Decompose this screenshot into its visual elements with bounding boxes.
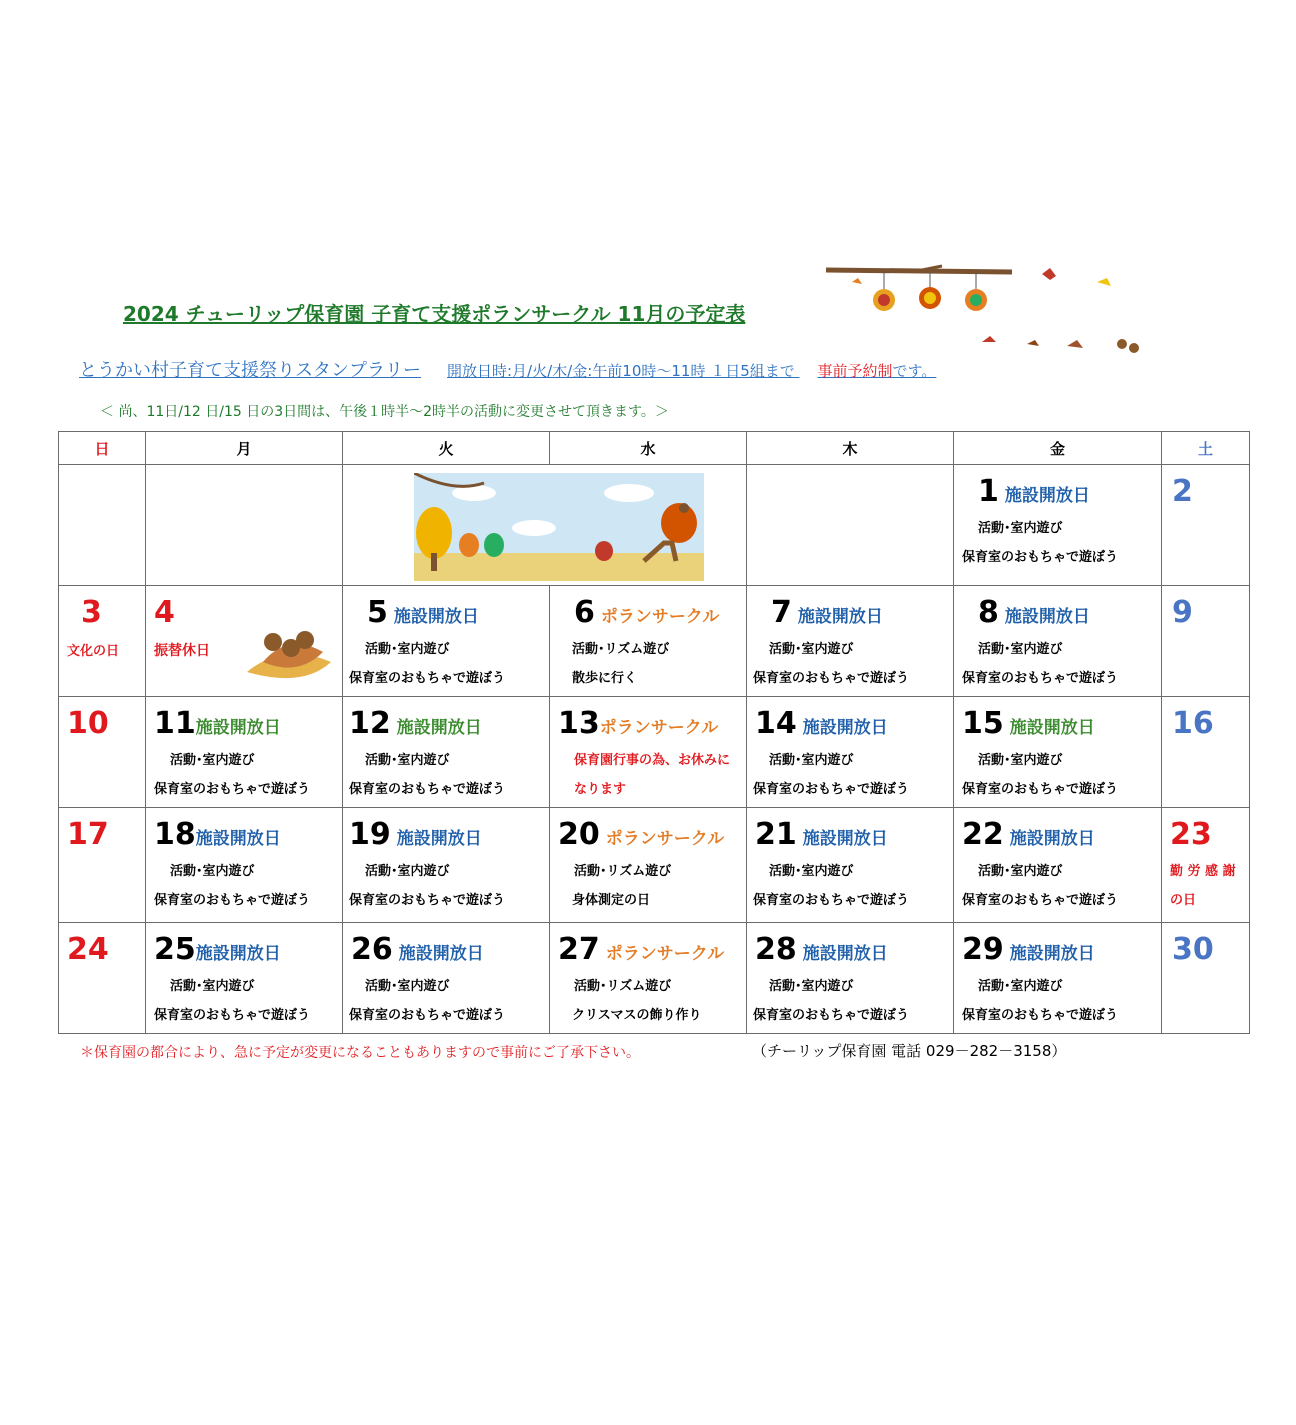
activity-detail: 身体測定の日	[572, 893, 651, 908]
activity-detail: 保育室のおもちゃで遊ぼう	[753, 893, 910, 908]
day-number: 13	[558, 706, 600, 741]
activity-detail: 保育室のおもちゃで遊ぼう	[154, 893, 311, 908]
open-day-label: 施設開放日	[195, 718, 281, 738]
activity-line: 活動･室内遊び	[769, 753, 854, 768]
day-number: 27	[558, 932, 600, 967]
day-cell	[550, 923, 747, 1034]
day-number: 24	[67, 932, 109, 967]
day-cell	[954, 465, 1162, 586]
holiday-label: 振替休日	[154, 643, 210, 659]
day-number: 4	[154, 595, 175, 630]
day-cell	[59, 586, 146, 697]
cancel-notice: 保育園行事の為、お休みに	[574, 753, 731, 768]
day-cell	[550, 697, 747, 808]
day-cell	[59, 923, 146, 1034]
open-day-label: 施設開放日	[1009, 718, 1095, 738]
day-cell	[343, 923, 550, 1034]
day-number: 29	[962, 932, 1004, 967]
open-day-label: 施設開放日	[802, 944, 888, 964]
open-day-label: 施設開放日	[802, 829, 888, 849]
activity-line: 活動･室内遊び	[365, 979, 450, 994]
day-cell	[343, 586, 550, 697]
open-day-label: 施設開放日	[396, 829, 482, 849]
contact-info: （チーリップ保育園 電話 029－282－3158）	[752, 1042, 1067, 1060]
day-cell	[146, 808, 343, 923]
footer-notice: ＊保育園の都合により、急に予定が変更になることもありますので事前にご了承下さい。	[80, 1045, 640, 1061]
weekday-tue: 火	[343, 432, 550, 465]
activity-detail: 保育室のおもちゃで遊ぼう	[349, 782, 506, 797]
circle-label: ポランサークル	[605, 829, 725, 849]
day-number: 21	[755, 817, 797, 852]
autumn-banner-cell	[343, 465, 747, 586]
schedule-note: ＜ 尚、11日/12 日/15 日の3日間は、午後１時半～2時半の活動に変更させて頂きます。＞	[100, 404, 669, 420]
empty-cell	[146, 465, 343, 586]
open-day-label: 施設開放日	[1009, 829, 1095, 849]
open-info: 開放日時:月/火/木/金:午前10時～11時 １日5組まで	[447, 362, 800, 380]
day-cell	[954, 586, 1162, 697]
activity-line: 活動･リズム遊び	[572, 642, 670, 657]
activity-line: 活動･室内遊び	[978, 979, 1063, 994]
week-row	[59, 465, 1250, 586]
day-cell	[954, 808, 1162, 923]
day-number: 23	[1170, 817, 1212, 852]
activity-detail: 散歩に行く	[572, 671, 638, 686]
autumn-branch-illustration	[822, 262, 1162, 358]
week-row	[59, 697, 1250, 808]
day-number: 5	[367, 595, 388, 630]
day-cell	[747, 697, 954, 808]
day-cell	[954, 923, 1162, 1034]
day-cell	[1162, 586, 1250, 697]
activity-detail: 保育室のおもちゃで遊ぼう	[154, 782, 311, 797]
circle-label: ポランサークル	[605, 944, 725, 964]
reservation-text: 事前予約制	[817, 362, 893, 380]
activity-detail: 保育室のおもちゃで遊ぼう	[962, 782, 1119, 797]
week-row	[59, 586, 1250, 697]
empty-cell	[747, 465, 954, 586]
week-row	[59, 808, 1250, 923]
day-number: 7	[771, 595, 792, 630]
day-cell	[747, 586, 954, 697]
day-number: 26	[351, 932, 393, 967]
circle-label: ポランサークル	[599, 718, 719, 738]
day-number: 14	[755, 706, 797, 741]
open-day-label: 施設開放日	[797, 607, 883, 627]
open-day-label: 施設開放日	[195, 829, 281, 849]
page-title: 2024 チューリップ保育園 子育て支援ポランサークル 11月の予定表	[123, 302, 746, 326]
activity-line: 活動･室内遊び	[769, 642, 854, 657]
open-day-label: 施設開放日	[393, 607, 479, 627]
weekday-mon: 月	[146, 432, 343, 465]
day-number: 25	[154, 932, 196, 967]
day-number: 18	[154, 817, 196, 852]
day-number: 9	[1172, 595, 1193, 630]
day-number: 12	[349, 706, 391, 741]
open-day-label: 施設開放日	[802, 718, 888, 738]
day-number: 28	[755, 932, 797, 967]
holiday-label: 勤 労 感 謝	[1170, 864, 1236, 879]
activity-detail: 保育室のおもちゃで遊ぼう	[962, 893, 1119, 908]
weekday-header-row	[59, 432, 1250, 465]
weekday-fri: 金	[954, 432, 1162, 465]
day-number: 3	[81, 595, 102, 630]
day-cell	[954, 697, 1162, 808]
reservation-end: です。	[892, 362, 937, 380]
activity-line: 活動･室内遊び	[365, 864, 450, 879]
day-cell	[550, 586, 747, 697]
day-cell	[146, 697, 343, 808]
weekday-wed: 水	[550, 432, 747, 465]
activity-line: 活動･リズム遊び	[574, 864, 672, 879]
activity-detail: 保育室のおもちゃで遊ぼう	[962, 671, 1119, 686]
activity-line: 活動･室内遊び	[769, 864, 854, 879]
calendar-table	[58, 431, 1250, 1034]
acorn-leaves-illustration	[243, 622, 335, 690]
activity-detail: 保育室のおもちゃで遊ぼう	[349, 671, 506, 686]
day-number: 17	[67, 817, 109, 852]
day-number: 6	[574, 595, 595, 630]
day-cell	[747, 808, 954, 923]
day-cell	[146, 923, 343, 1034]
activity-detail: 保育室のおもちゃで遊ぼう	[962, 1008, 1119, 1023]
holiday-label: 文化の日	[67, 644, 120, 659]
day-number: 11	[154, 706, 196, 741]
day-cell	[146, 586, 343, 697]
day-number: 15	[962, 706, 1004, 741]
activity-line: 活動･室内遊び	[365, 753, 450, 768]
holiday-label-cont: の日	[1170, 893, 1197, 908]
day-number: 20	[558, 817, 600, 852]
activity-line: 活動･室内遊び	[170, 864, 255, 879]
activity-detail: 保育室のおもちゃで遊ぼう	[349, 1008, 506, 1023]
cancel-notice-cont: なります	[574, 782, 627, 797]
weekday-thu: 木	[747, 432, 954, 465]
day-cell	[550, 808, 747, 923]
activity-line: 活動･室内遊び	[365, 642, 450, 657]
activity-line: 活動･室内遊び	[769, 979, 854, 994]
activity-line: 活動･リズム遊び	[574, 979, 672, 994]
day-cell	[1162, 465, 1250, 586]
open-day-label: 施設開放日	[1004, 486, 1090, 506]
autumn-scene-illustration	[414, 473, 704, 581]
empty-cell	[59, 465, 146, 586]
day-cell	[343, 808, 550, 923]
day-number: 19	[349, 817, 391, 852]
activity-line: 活動･室内遊び	[978, 642, 1063, 657]
subtitle	[79, 356, 936, 382]
day-cell	[59, 808, 146, 923]
activity-detail: 保育室のおもちゃで遊ぼう	[753, 782, 910, 797]
weekday-sat: 土	[1162, 432, 1250, 465]
activity-detail: 保育室のおもちゃで遊ぼう	[962, 550, 1119, 565]
activity-line: 活動･室内遊び	[170, 979, 255, 994]
circle-label: ポランサークル	[600, 607, 720, 627]
weekday-sun: 日	[59, 432, 146, 465]
week-row	[59, 923, 1250, 1034]
activity-line: 活動･室内遊び	[978, 521, 1063, 536]
day-cell	[1162, 697, 1250, 808]
day-cell	[343, 697, 550, 808]
day-number: 30	[1172, 932, 1214, 967]
activity-line: 活動･室内遊び	[978, 864, 1063, 879]
open-day-label: 施設開放日	[1004, 607, 1090, 627]
open-day-label: 施設開放日	[1009, 944, 1095, 964]
day-number: 16	[1172, 706, 1214, 741]
day-cell	[1162, 808, 1250, 923]
activity-line: 活動･室内遊び	[170, 753, 255, 768]
activity-line: 活動･室内遊び	[978, 753, 1063, 768]
day-number: 10	[67, 706, 109, 741]
activity-detail: 保育室のおもちゃで遊ぼう	[753, 671, 910, 686]
activity-detail: 保育室のおもちゃで遊ぼう	[154, 1008, 311, 1023]
open-day-label: 施設開放日	[398, 944, 484, 964]
open-day-label: 施設開放日	[195, 944, 281, 964]
day-number: 8	[978, 595, 999, 630]
activity-detail: クリスマスの飾り作り	[572, 1008, 702, 1023]
day-cell	[59, 697, 146, 808]
stamp-rally-title: とうかい村子育て支援祭りスタンプラリー	[79, 360, 421, 381]
activity-detail: 保育室のおもちゃで遊ぼう	[753, 1008, 910, 1023]
day-number: 2	[1172, 474, 1193, 509]
day-cell	[1162, 923, 1250, 1034]
open-day-label: 施設開放日	[396, 718, 482, 738]
day-number: 1	[978, 474, 999, 509]
day-cell	[747, 923, 954, 1034]
activity-detail: 保育室のおもちゃで遊ぼう	[349, 893, 506, 908]
day-number: 22	[962, 817, 1004, 852]
